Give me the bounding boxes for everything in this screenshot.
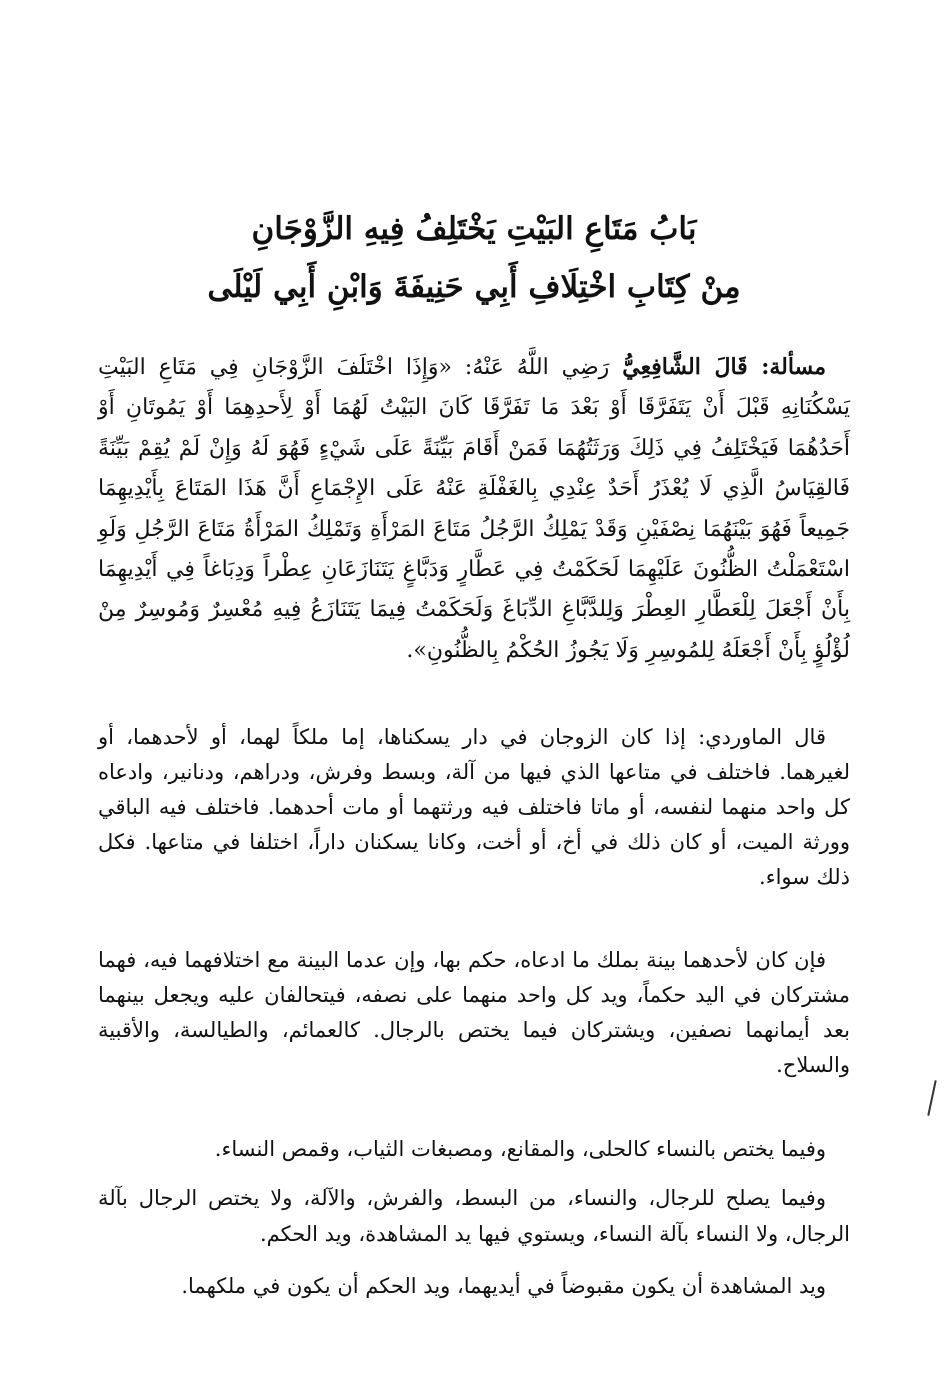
- masala-text: رَضِي اللَّهُ عَنْهُ: «وَإِذَا اخْتَلَفَ الزَّوْجَانِ فِي مَتَاعِ البَيْتِ يَسْكُنَانِهِ قَبْلَ أَنْ يَتَفَرَّقَا أَوْ بَعْدَ مَا تَفَرَّقَا كَانَ البَيْتُ لَهُمَا أَوْ لِأَحدِهِمَا أَوْ يَمُوتَانِ أَوْ أَحَدُهُمَا فَيَخْتَلِفُ فِي ذَلِكَ وَرَثَتُهُمَا فَمَنْ أَقَامَ بَيِّنَةً عَلَى شَيْءٍ فَهُوَ لَهُ وَإِنْ لَمْ يُقِمْ بَيِّنَةً فَالقِيَاسُ الَّذِي لَا يُعْذَرُ أَحَدٌ عِنْدِي بِالغَفْلَةِ عَنْهُ عَلَى الإِجْمَاعِ أَنَّ هَذَا المَتَاعَ بِأَيْدِيهِمَا جَمِيعاً فَهُوَ بَيْنَهُمَا نِصْفَيْنِ وَقَدْ يَمْلِكُ الرَّجُلُ مَتَاعَ المَرْأَةِ وَتَمْلِكُ المَرْأَةُ مَتَاعَ الرَّجُلِ وَلَوِ اسْتَعْمَلْتُ الظُّنُونَ عَلَيْهِمَا لَحَكَمْتُ فِي عَطَّارٍ وَدَبَّاغٍ يَتَنَازَعَانِ عِطْراً وَدِبَاغاً فِي أَيْدِيهِمَا بِأَنْ أَجْعَلَ لِلْعَطَّارِ العِطْرَ وَلِلدَّبَّاغِ الدِّبَاغَ وَلَحَكَمْتُ فِيمَا يَتَنَازَعُ فِيهِ مُعْسِرٌ وَمُوسِرٌ مِنْ لُؤْلُؤٍ بِأَنْ أَجْعَلَهُ لِلمُوسِرِ وَلَا يَجُوزُ الحُكْمُ بِالظُّنُونِ».: [98, 355, 850, 663]
- commentary-paragraph: [98, 1268, 850, 1304]
- margin-pencil-mark: [927, 1080, 936, 1116]
- paragraph-text: قال الماوردي: إذا كان الزوجان في دار يسكناها، إما ملكاً لهما، أو لأحدهما، أو لغيرهما. فاختلف في متاعها الذي فيها من آلة، وبسط وفرش، ودراهم، ودنانير، وادعاه كل واحد منهما لنفسه، أو ماتا فاختلف فيه ورثتهما أو مات أحدهما. فاختلف فيه الباقي وورثة الميت، أو كان ذلك في أخ، أو أخت، وكانا يسكنان داراً، اختلفا في متاعها. فكل ذلك سواء.: [98, 725, 850, 889]
- masala-paragraph: [98, 347, 850, 671]
- commentary-paragraph: [98, 720, 850, 895]
- chapter-title: بَابُ مَتَاعِ البَيْتِ يَخْتَلِفُ فِيهِ الزَّوْجَانِ: [251, 211, 697, 247]
- commentary-paragraph: [98, 1180, 850, 1252]
- paragraph-text: وفيما يصلح للرجال، والنساء، من البسط، والفرش، والآلة، ولا يختص الرجال بآلة الرجال، ولا النساء بآلة النساء، ويستوي فيها يد المشاهدة، ويد الحكم.: [98, 1186, 850, 1246]
- commentary-paragraph: [98, 943, 850, 1083]
- paragraph-text: ويد المشاهدة أن يكون مقبوضاً في أيديهما، ويد الحكم أن يكون في ملكهما.: [181, 1274, 826, 1298]
- paragraph-text: وفيما يختص بالنساء كالحلى، والمقانع، ومصبغات الثياب، وقمص النساء.: [214, 1137, 826, 1161]
- paragraph-text: فإن كان لأحدهما بينة بملك ما ادعاه، حكم بها، وإن عدما البينة مع اختلافهما فيه، فهما مشتركان في اليد حكماً، ويد كل واحد منهما على نصفه، فيتحالفان عليه ويجعل بينهما بعد أيمانهما نصفين، ويشتركان فيما يختص بالرجال. كالعمائم، والطيالسة، والأقبية والسلاح.: [98, 948, 850, 1077]
- commentary-paragraph: [98, 1130, 850, 1168]
- chapter-source: مِنْ كِتَابِ اخْتِلَافِ أَبِي حَنِيفَةَ وَابْنِ أَبِي لَيْلَى: [207, 269, 741, 305]
- chapter-heading: [100, 200, 848, 316]
- masala-lead: مسألة: قَالَ الشَّافِعِيُّ: [622, 354, 826, 380]
